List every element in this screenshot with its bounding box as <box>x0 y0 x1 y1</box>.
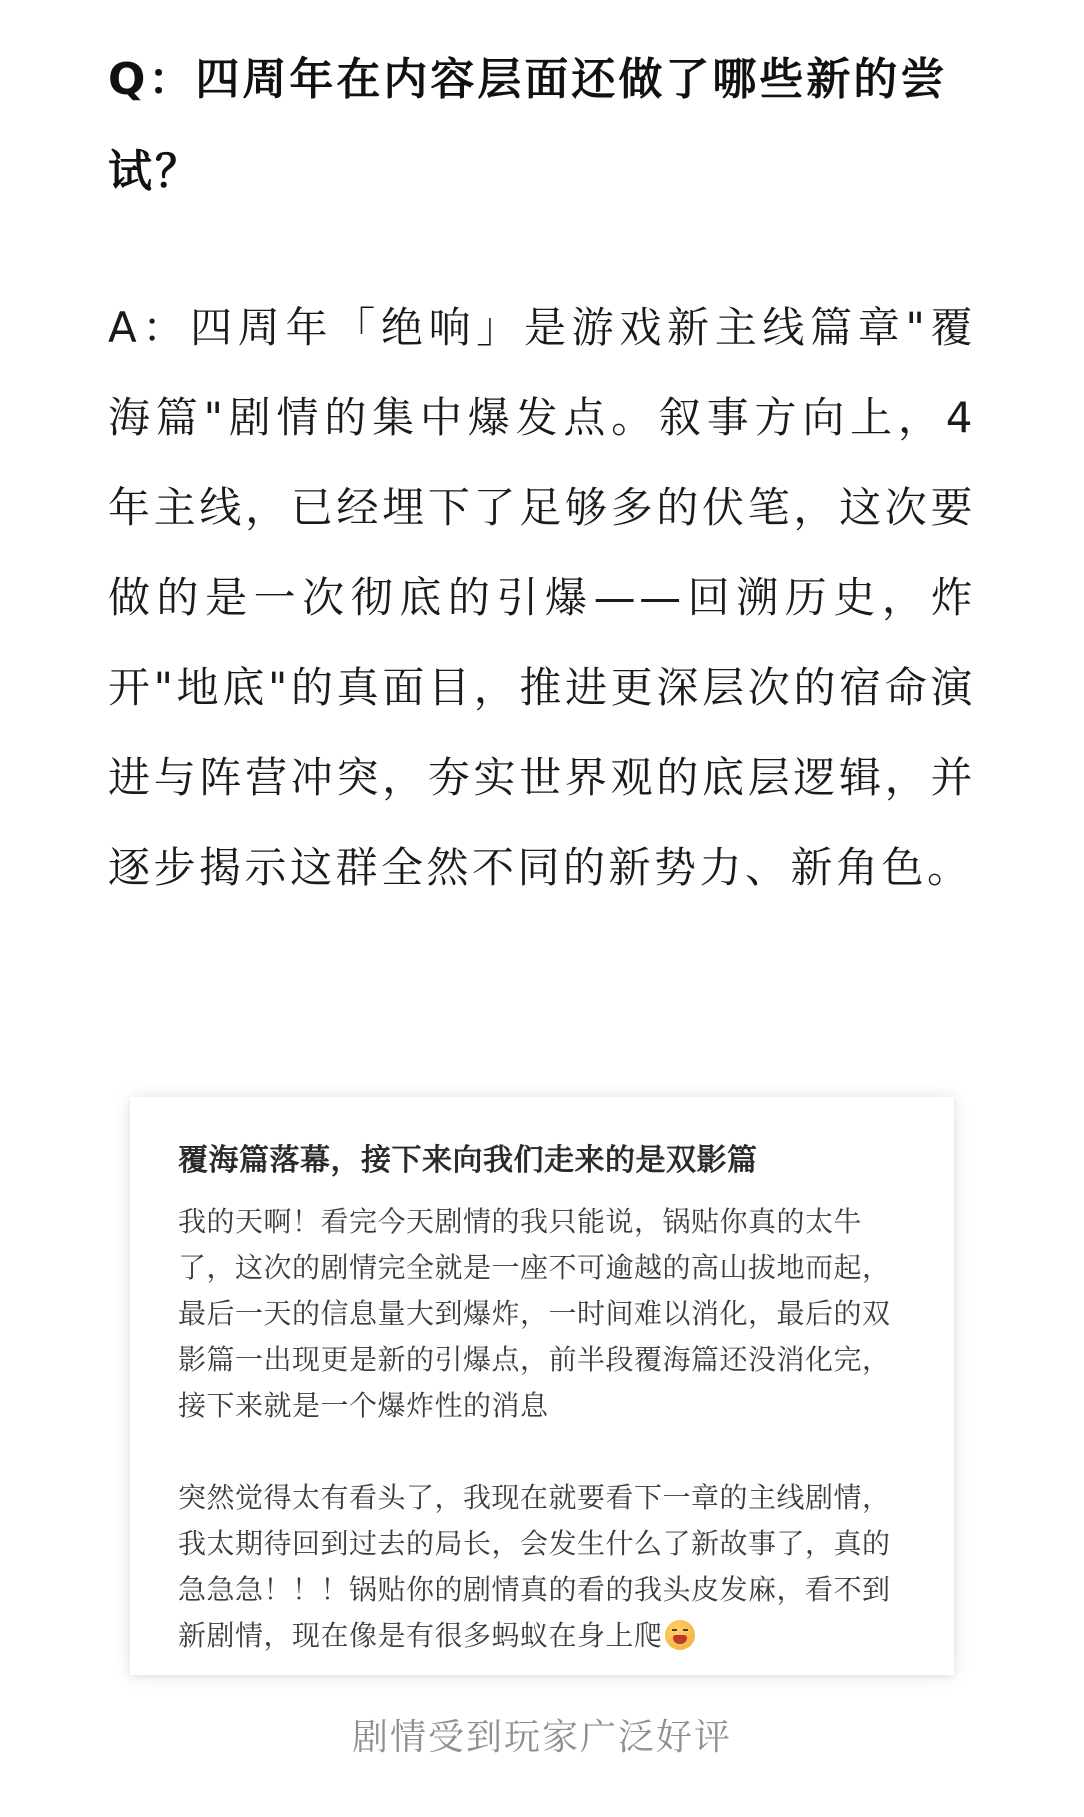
image-caption: 剧情受到玩家广泛好评 <box>351 1717 732 1758</box>
crying-face-emoji-icon <box>665 1620 695 1650</box>
comment-title: 覆海篇落幕，接下来向我们走来的是双影篇 <box>178 1143 758 1178</box>
comment-paragraph-2-text: 突然觉得太有看头了，我现在就要看下一章的主线剧情，我太期待回到过去的局长，会发生什么了新故事了，真的急急急！！！锅贴你的剧情真的看的我头皮发麻，看不到新剧情，现在像是有很多蚂蚁在身上爬 <box>178 1481 891 1652</box>
question-heading: Q：四周年在内容层面还做了哪些新的尝试？ <box>108 54 948 197</box>
comment-paragraph-1: 我的天啊！看完今天剧情的我只能说，锅贴你真的太牛了，这次的剧情完全就是一座不可逾越的高山拔地而起，最后一天的信息量大到爆炸，一时间难以消化，最后的双影篇一出现更是新的引爆点，前半段覆海篇还没消化完，接下来就是一个爆炸性的消息 <box>178 1205 891 1422</box>
comment-paragraph-2 <box>178 1475 910 1659</box>
player-comment-card <box>130 1097 954 1675</box>
answer-paragraph: A：四周年「绝响」是游戏新主线篇章"覆海篇"剧情的集中爆发点。叙事方向上，4年主线，已经埋下了足够多的伏笔，这次要做的是一次彻底的引爆——回溯历史，炸开"地底"的真面目，推进更深层次的宿命演进与阵营冲突，夯实世界观的底层逻辑，并逐步揭示这群全然不同的新势力、新角色。 <box>108 303 976 892</box>
